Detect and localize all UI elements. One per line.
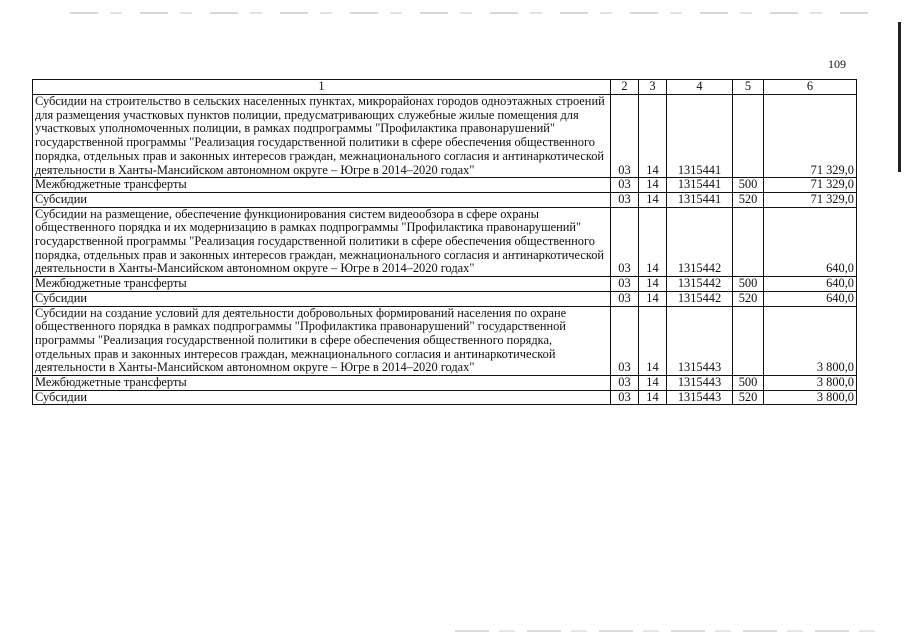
row-expense-type: 500 [733,376,764,391]
row-name: Субсидии [33,390,611,405]
row-section: 03 [611,207,639,277]
scan-artifact-top [70,12,870,14]
row-section: 03 [611,277,639,292]
row-subsection: 14 [639,192,667,207]
header-col-4: 4 [667,80,733,95]
row-expense-type: 520 [733,291,764,306]
row-section: 03 [611,390,639,405]
row-subsection: 14 [639,207,667,277]
row-subsection: 14 [639,95,667,178]
row-expense-type: 520 [733,192,764,207]
budget-table [32,79,857,405]
header-col-6: 6 [764,80,857,95]
row-name: Межбюджетные трансферты [33,376,611,391]
header-col-5: 5 [733,80,764,95]
row-subsection: 14 [639,306,667,376]
row-subsection: 14 [639,390,667,405]
row-subsection: 14 [639,277,667,292]
row-section: 03 [611,291,639,306]
table-row [33,376,857,391]
table-row [33,291,857,306]
row-amount: 640,0 [764,207,857,277]
row-section: 03 [611,192,639,207]
row-name: Субсидии на размещение, обеспечение функционирования систем видеообзора в сфере охраны общественного порядка и их модернизацию в рамках подпрограммы "Профилактика правонарушений" государственной программы "Реализация государственной политики в сфере обеспечения общественного порядка, отдельных прав и законных интересов граждан, межнационального согласия и антинаркотической деятельности в Ханты-Мансийском автономном округе – Югре в 2014–2020 годах" [33,207,611,277]
row-target-article: 1315441 [667,178,733,193]
scan-artifact-bottom [455,630,885,632]
row-amount: 640,0 [764,291,857,306]
row-section: 03 [611,306,639,376]
page-binding-edge [898,22,901,172]
row-amount: 640,0 [764,277,857,292]
row-amount: 3 800,0 [764,306,857,376]
row-subsection: 14 [639,178,667,193]
row-target-article: 1315443 [667,390,733,405]
row-expense-type: 520 [733,390,764,405]
row-expense-type [733,207,764,277]
row-target-article: 1315441 [667,192,733,207]
table-row [33,277,857,292]
table-row [33,390,857,405]
row-expense-type: 500 [733,178,764,193]
table-row [33,192,857,207]
row-name: Межбюджетные трансферты [33,178,611,193]
row-subsection: 14 [639,291,667,306]
table-row [33,306,857,376]
row-name: Субсидии [33,192,611,207]
table-row [33,178,857,193]
table-header-row [33,80,857,95]
row-amount: 71 329,0 [764,95,857,178]
page-number: 109 [828,57,846,71]
row-name: Межбюджетные трансферты [33,277,611,292]
row-target-article: 1315441 [667,95,733,178]
row-section: 03 [611,376,639,391]
header-col-3: 3 [639,80,667,95]
row-target-article: 1315442 [667,291,733,306]
row-name: Субсидии [33,291,611,306]
table-row [33,207,857,277]
row-target-article: 1315442 [667,277,733,292]
header-col-2: 2 [611,80,639,95]
row-section: 03 [611,178,639,193]
row-target-article: 1315443 [667,306,733,376]
row-amount: 71 329,0 [764,192,857,207]
row-target-article: 1315442 [667,207,733,277]
header-col-1: 1 [33,80,611,95]
row-name: Субсидии на создание условий для деятельности добровольных формирований населения по охране общественного порядка в рамках подпрограммы "Профилактика правонарушений" государственной программы "Реализация государственной политики в сфере обеспечения общественного порядка, отдельных прав и законных интересов граждан, межнационального согласия и антинаркотической деятельности в Ханты-Мансийском автономном округе – Югре в 2014–2020 годах" [33,306,611,376]
row-amount: 3 800,0 [764,376,857,391]
table-row [33,95,857,178]
row-amount: 71 329,0 [764,178,857,193]
row-expense-type [733,95,764,178]
row-subsection: 14 [639,376,667,391]
row-amount: 3 800,0 [764,390,857,405]
row-target-article: 1315443 [667,376,733,391]
row-expense-type [733,306,764,376]
row-name: Субсидии на строительство в сельских населенных пунктах, микрорайонах городов одноэтажных строений для размещения участковых пунктов полиции, предусматривающих служебные жилые помещения для участковых уполномоченных полиции, в рамках подпрограммы "Профилактика правонарушений" государственной программы "Реализация государственной политики в сфере обеспечения общественного порядка, отдельных прав и законных интересов граждан, межнационального согласия и антинаркотической деятельности в Ханты-Мансийском автономном округе – Югре в 2014–2020 годах" [33,95,611,178]
row-section: 03 [611,95,639,178]
row-expense-type: 500 [733,277,764,292]
